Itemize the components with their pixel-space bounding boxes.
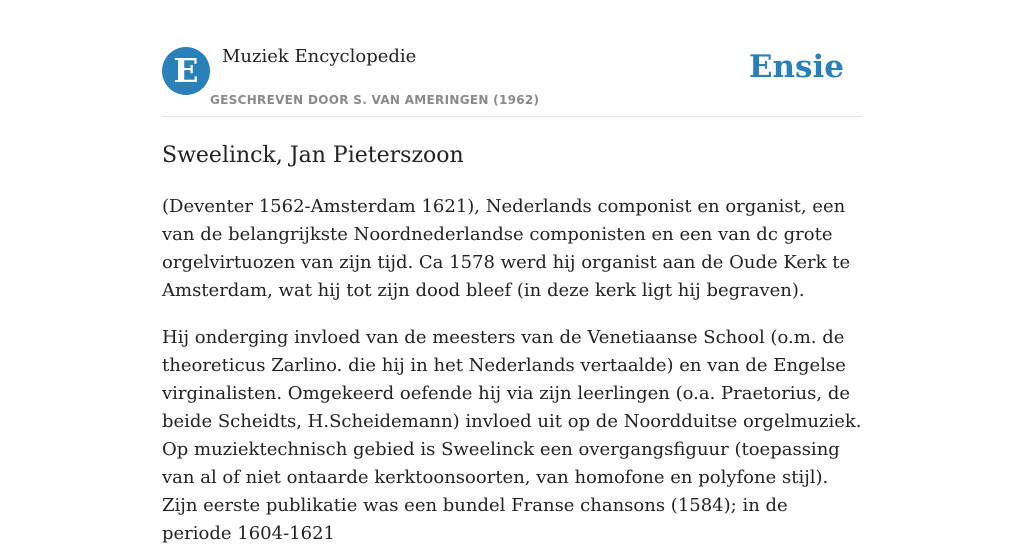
ensie-brand-logo[interactable]: Ensie [748, 49, 844, 85]
article-paragraph: (Deventer 1562-Amsterdam 1621), Nederlands componist en organist, een van de belangrijkste Noordnederlandse componisten en een van dc grote orgelvirtuozen van zijn tijd. Ca 1578 werd hij organist aan de Oude Kerk te Amsterdam, wat hij tot zijn dood bleef (in deze kerk ligt hij begraven). [162, 196, 851, 301]
article-body [162, 193, 862, 548]
article-paragraph: Hij onderging invloed van de meesters van de Venetiaanse School (o.m. de theoreticus Zarlino. die hij in het Nederlands vertaalde) en van de Engelse virginalisten. Omgekeerd oefende hij via zijn leerlingen (o.a. Praetorius, de beide Scheidts, H.Scheidemann) invloed uit op de Noordduitse orgelmuziek. Op muziektechnisch gebied is Sweelinck een overgangsfiguur (toepassing van al of niet ontaarde kerktoonsoorten, van homofone en polyfone stijl). Zijn eerste publikatie was een bundel Franse chansons (1584); in de periode 1604-1621 [162, 327, 862, 544]
encyclopedia-logo-icon[interactable]: E [162, 47, 210, 95]
article-title: Sweelinck, Jan Pieterszoon [162, 143, 464, 168]
encyclopedia-title-link[interactable]: Muziek Encyclopedie [222, 46, 417, 67]
page [162, 0, 862, 548]
page-header [162, 46, 862, 117]
author-line: GESCHREVEN DOOR S. VAN AMERINGEN (1962) [210, 93, 540, 107]
